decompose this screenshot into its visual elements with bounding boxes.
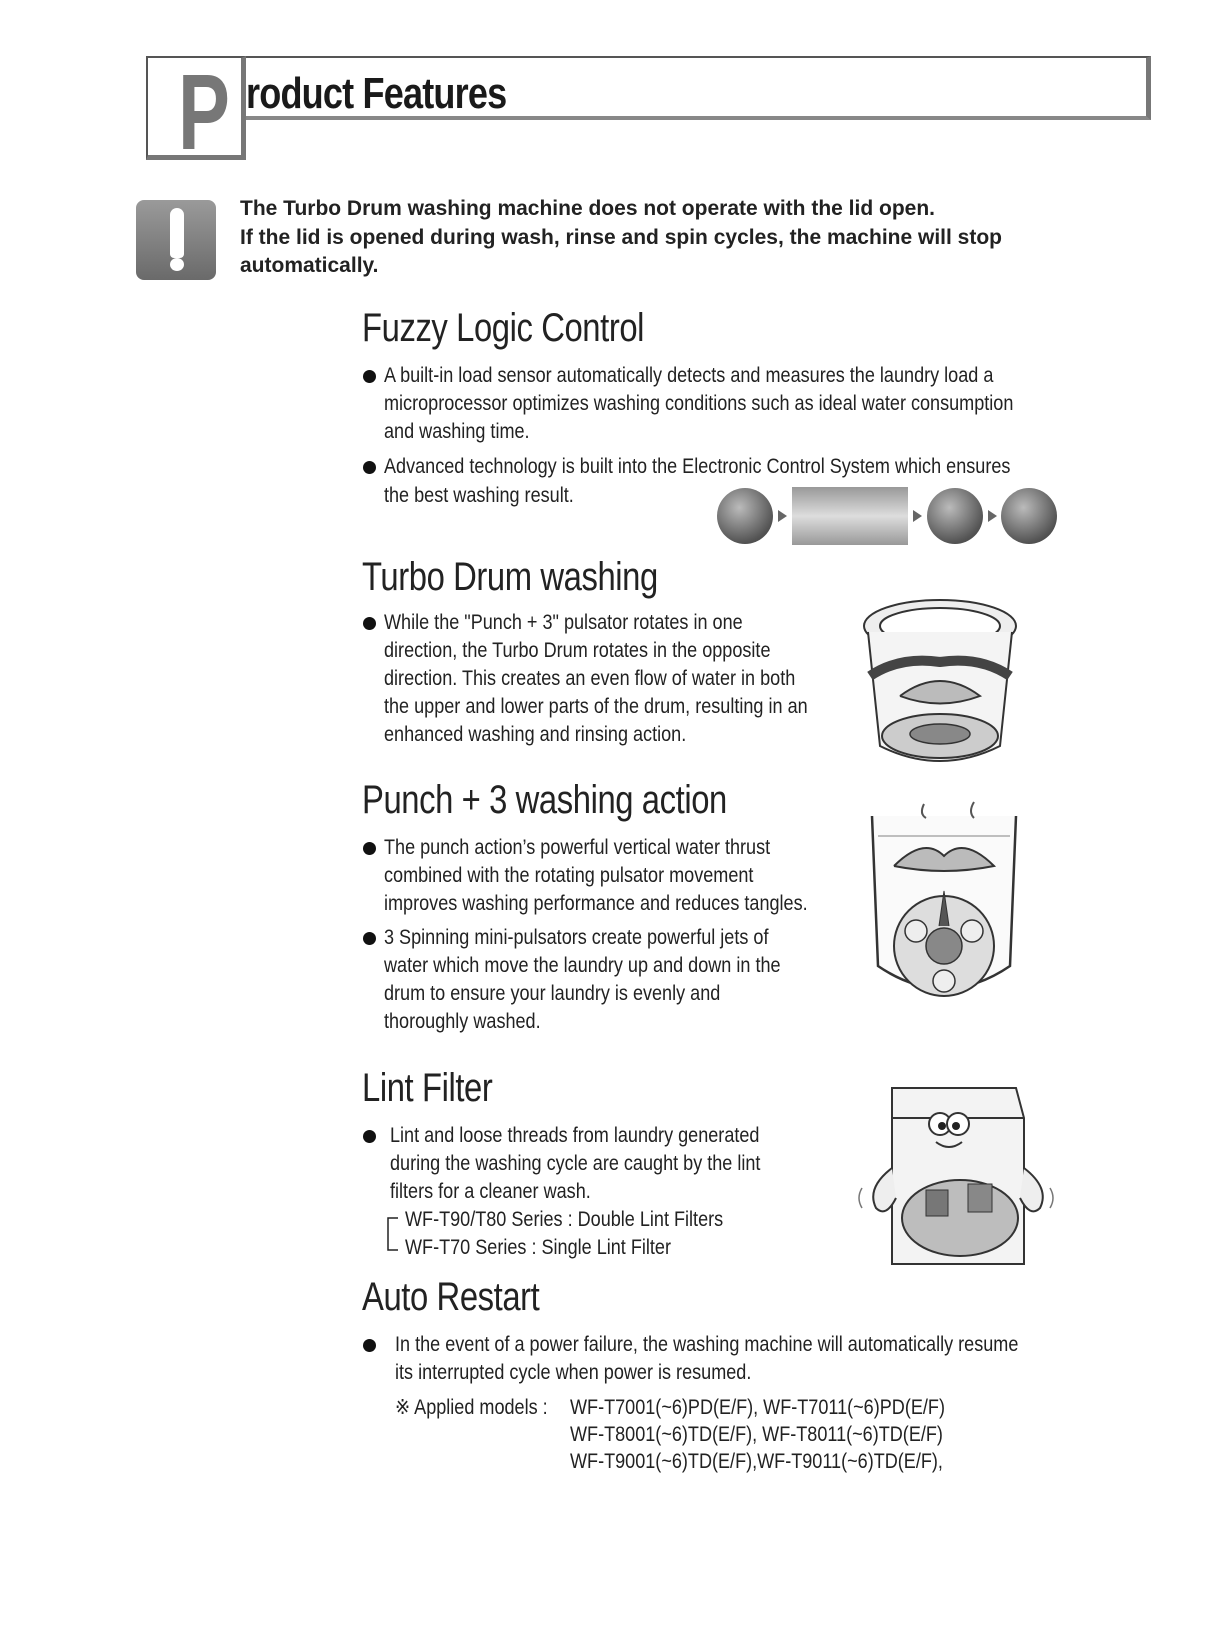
arrow-right-icon	[988, 510, 997, 522]
bullet-icon	[363, 842, 376, 855]
exclamation-bar	[170, 208, 184, 258]
exclamation-dot	[170, 258, 184, 271]
bullet-icon	[363, 932, 376, 945]
body-line: during the washing cycle are caught by the lint	[390, 1152, 761, 1175]
body-line: direction. This creates an even flow of water in both	[384, 667, 796, 690]
bullet-icon	[363, 461, 376, 474]
body-line: the best washing result.	[384, 484, 574, 507]
arrow-right-icon	[778, 510, 787, 522]
body-line: drum to ensure your laundry is evenly and	[384, 982, 721, 1005]
process-ball-3	[1001, 488, 1057, 544]
section-title-punch: Punch + 3 washing action	[362, 778, 727, 822]
applied-model-line: WF-T7001(~6)PD(E/F), WF-T7011(~6)PD(E/F)	[570, 1396, 945, 1419]
process-ball-1	[717, 488, 773, 544]
body-line: Lint and loose threads from laundry generated	[390, 1124, 760, 1147]
warning-line: automatically.	[240, 254, 379, 277]
applied-model-line: WF-T8001(~6)TD(E/F), WF-T8011(~6)TD(E/F)	[570, 1423, 943, 1446]
body-line: the upper and lower parts of the drum, resulting in an	[384, 695, 808, 718]
body-line: enhanced washing and rinsing action.	[384, 723, 687, 746]
body-line: 3 Spinning mini-pulsators create powerful jets of	[384, 926, 769, 949]
model-bracket	[386, 1214, 400, 1254]
bullet-icon	[363, 1339, 376, 1352]
body-line: improves washing performance and reduces tangles.	[384, 892, 808, 915]
process-block	[792, 487, 908, 545]
body-line: In the event of a power failure, the washing machine will automatically resume	[395, 1333, 1019, 1356]
bullet-icon	[363, 370, 376, 383]
header-initial: P	[178, 51, 230, 172]
body-line: water which move the laundry up and down in the	[384, 954, 781, 977]
applied-model-line: WF-T9001(~6)TD(E/F),WF-T9011(~6)TD(E/F),	[570, 1450, 943, 1473]
body-line: direction, the Turbo Drum rotates in the opposite	[384, 639, 771, 662]
body-line: The punch action’s powerful vertical water thrust	[384, 836, 771, 859]
model-line: WF-T90/T80 Series : Double Lint Filters	[405, 1208, 724, 1231]
page-title: roduct Features	[246, 69, 507, 118]
section-title-restart: Auto Restart	[362, 1275, 540, 1319]
bullet-icon	[363, 1130, 376, 1143]
pulsator-illustration	[864, 796, 1024, 1006]
applied-models-label: ※ Applied models :	[395, 1396, 548, 1419]
body-line: While the "Punch + 3" pulsator rotates in one	[384, 611, 743, 634]
warning-line: The Turbo Drum washing machine does not operate with the lid open.	[240, 197, 935, 220]
bullet-icon	[363, 617, 376, 630]
section-title-fuzzy: Fuzzy Logic Control	[362, 306, 645, 350]
body-line: and washing time.	[384, 420, 530, 443]
section-title-lint: Lint Filter	[362, 1066, 493, 1110]
body-line: A built-in load sensor automatically detects and measures the laundry load a	[384, 364, 994, 387]
body-line: microprocessor optimizes washing conditions such as ideal water consumption	[384, 392, 1014, 415]
process-ball-2	[927, 488, 983, 544]
section-title-turbo: Turbo Drum washing	[362, 555, 658, 599]
washer-character-illustration	[856, 1078, 1056, 1270]
body-line: combined with the rotating pulsator movement	[384, 864, 754, 887]
body-line: its interrupted cycle when power is resumed.	[395, 1361, 752, 1384]
body-line: filters for a cleaner wash.	[390, 1180, 591, 1203]
arrow-right-icon	[913, 510, 922, 522]
turbo-drum-illustration	[860, 596, 1020, 776]
warning-line: If the lid is opened during wash, rinse and spin cycles, the machine will stop	[240, 226, 1002, 249]
body-line: Advanced technology is built into the Electronic Control System which ensures	[384, 455, 1011, 478]
model-line: WF-T70 Series : Single Lint Filter	[405, 1236, 671, 1259]
body-line: thoroughly washed.	[384, 1010, 541, 1033]
